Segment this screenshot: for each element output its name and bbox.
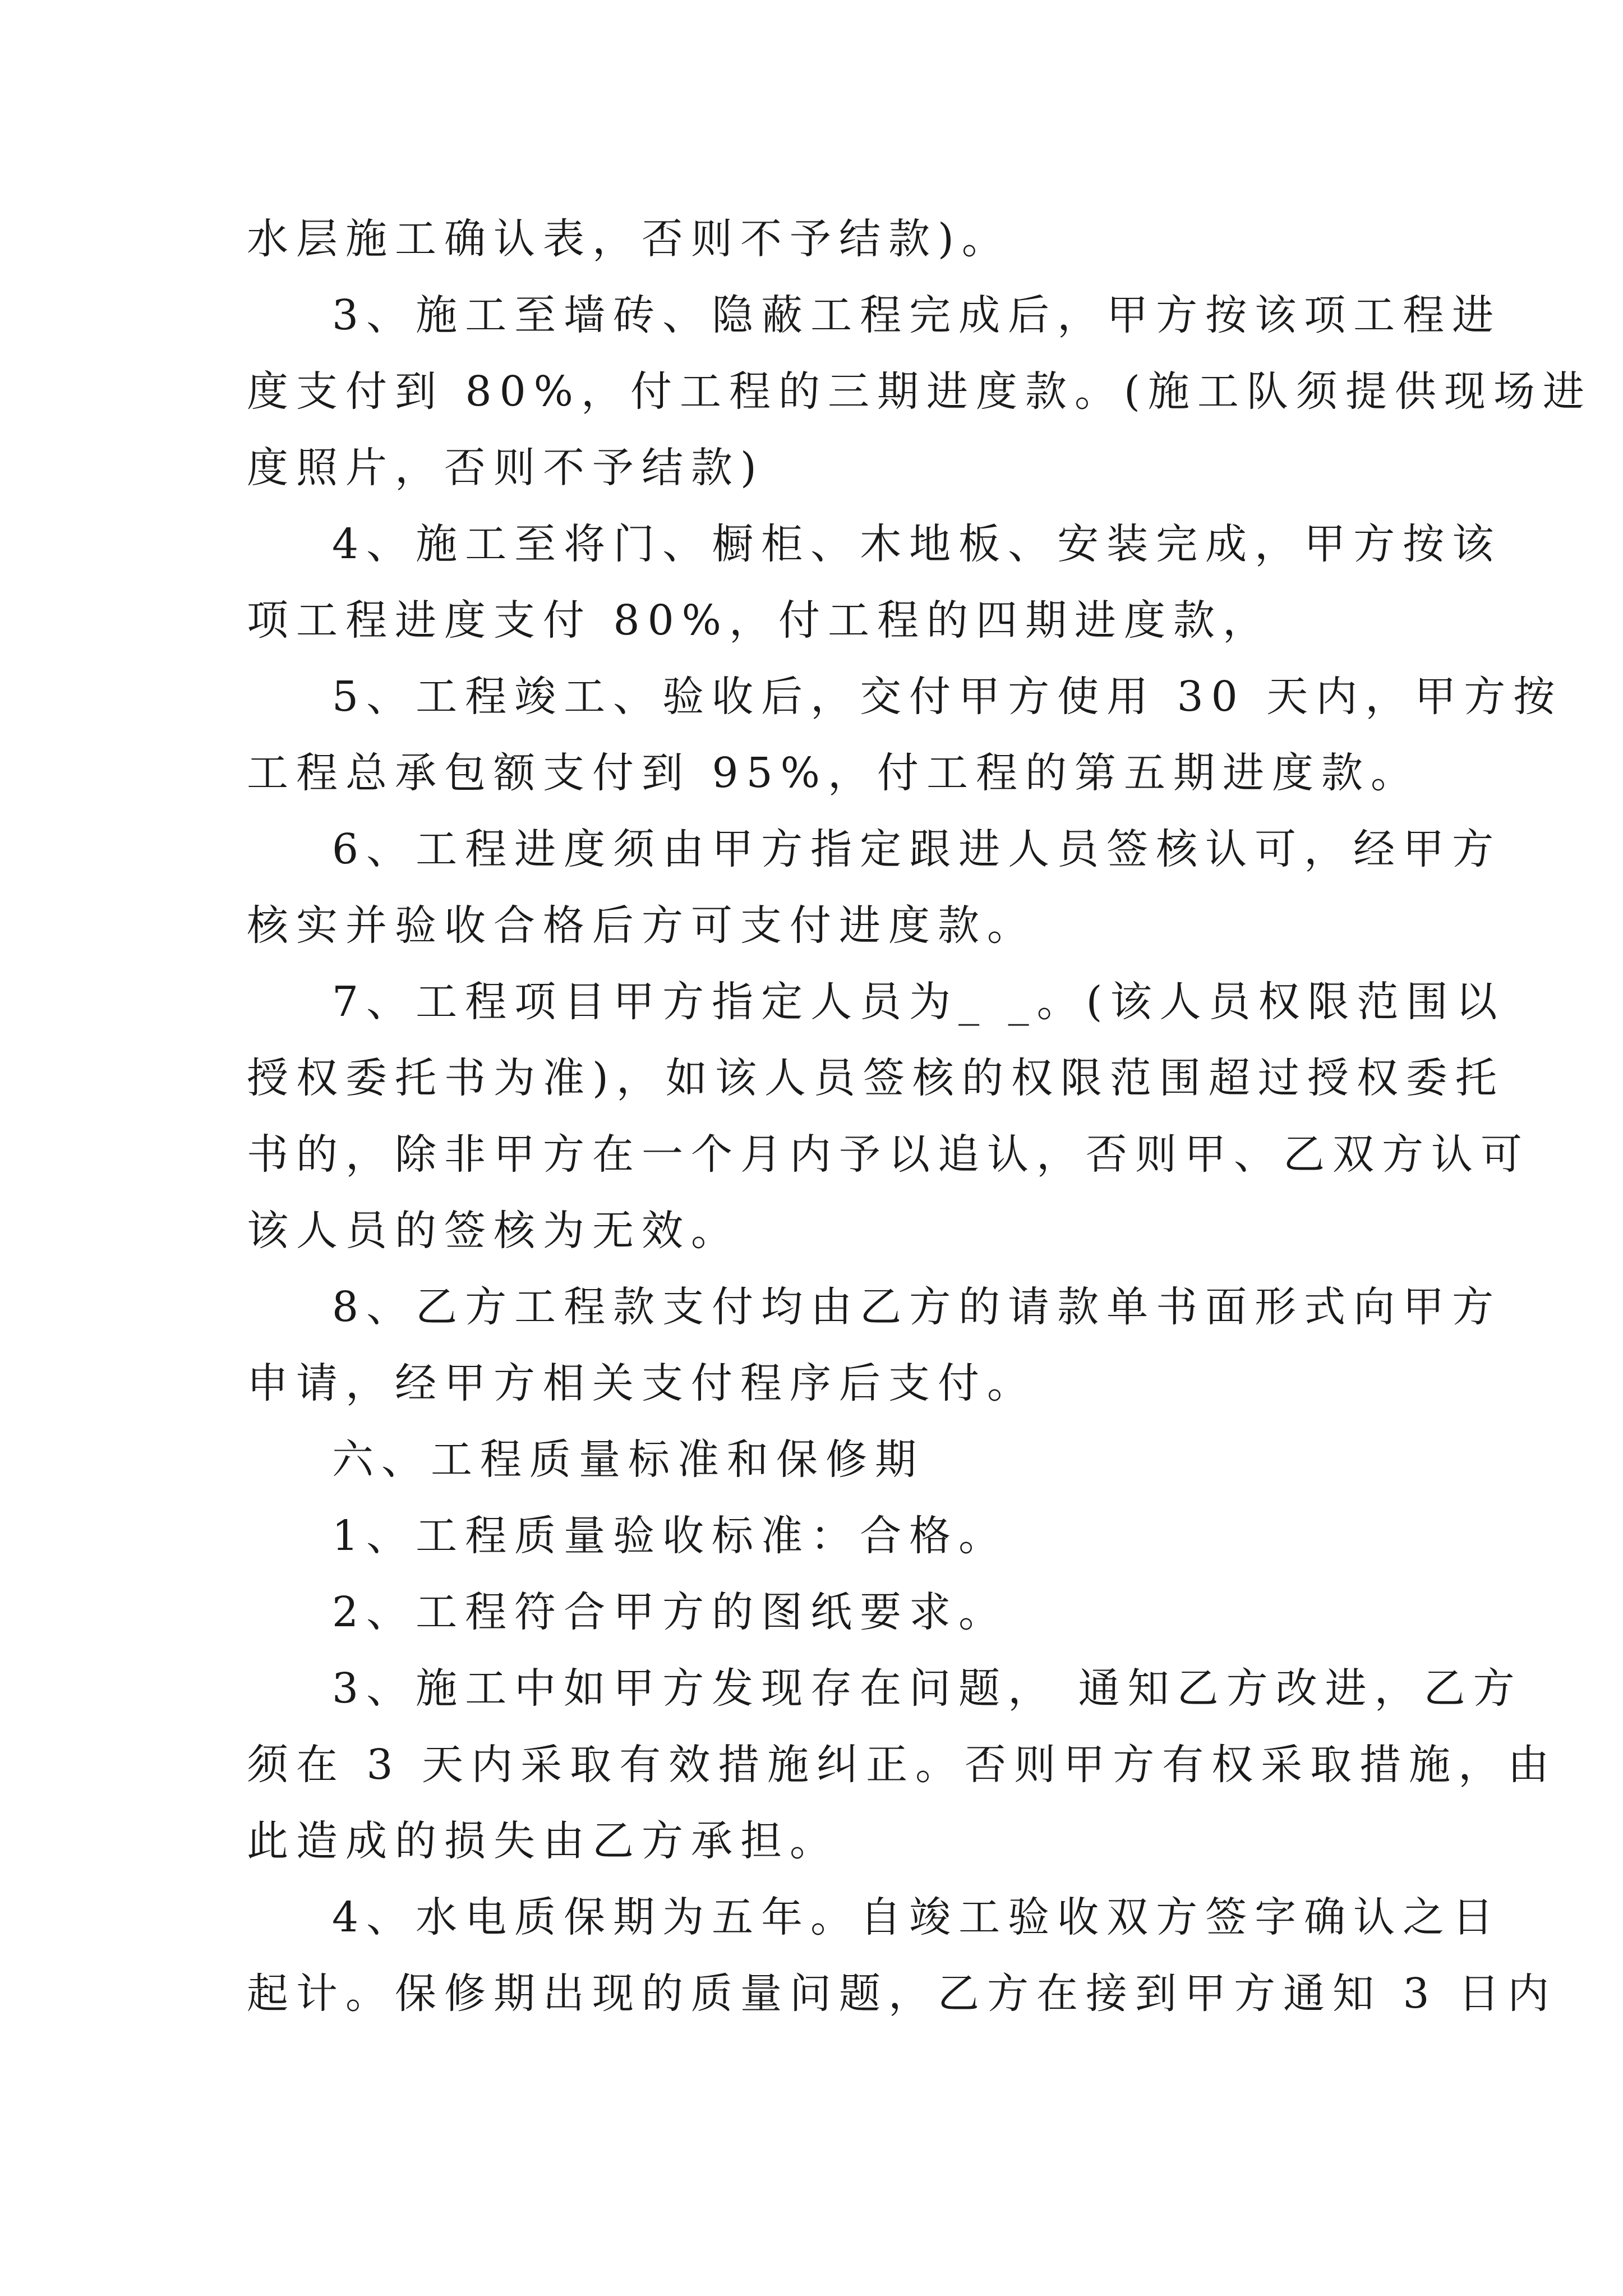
text-line: 6、工程进度须由甲方指定跟进人员签核认可，经甲方 bbox=[332, 825, 1502, 873]
text-line: 8、乙方工程款支付均由乙方的请款单书面形式向甲方 bbox=[332, 1283, 1502, 1331]
text-line: 3、施工中如甲方发现存在问题， 通知乙方改进，乙方 bbox=[332, 1664, 1523, 1713]
text-line: 度照片，否则不予结款) bbox=[247, 444, 764, 492]
text-line: 工程总承包额支付到 95%，付工程的第五期进度款。 bbox=[247, 749, 1420, 797]
text-line: 1、工程质量验收标准：合格。 bbox=[332, 1512, 1008, 1560]
text-line: 4、施工至将门、橱柜、木地板、安装完成，甲方按该 bbox=[332, 520, 1502, 568]
text-line: 项工程进度支付 80%，付工程的四期进度款， bbox=[247, 596, 1272, 645]
text-line: 5、工程竣工、验收后，交付甲方使用 30 天内，甲方按 bbox=[332, 673, 1563, 721]
text-line: 3、施工至墙砖、隐蔽工程完成后，甲方按该项工程进 bbox=[332, 291, 1502, 339]
text-line: 水层施工确认表，否则不予结款)。 bbox=[247, 215, 1011, 263]
text-line: 7、工程项目甲方指定人员为_ _。(该人员权限范围以 bbox=[332, 978, 1505, 1026]
text-line: 该人员的签核为无效。 bbox=[247, 1207, 740, 1255]
text-line: 书的，除非甲方在一个月内予以追认，否则甲、乙双方认可 bbox=[247, 1130, 1530, 1179]
text-line: 授权委托书为准)，如该人员签核的权限范围超过授权委托 bbox=[247, 1054, 1505, 1102]
text-line: 须在 3 天内采取有效措施纠正。否则甲方有权采取措施，由 bbox=[247, 1741, 1557, 1789]
section-heading: 六、工程质量标准和保修期 bbox=[332, 1435, 924, 1484]
text-line: 此造成的损失由乙方承担。 bbox=[247, 1817, 839, 1865]
text-line: 度支付到 80%，付工程的三期进度款。(施工队须提供现场进 bbox=[247, 367, 1592, 416]
text-line: 起计。保修期出现的质量问题，乙方在接到甲方通知 3 日内 bbox=[247, 1970, 1557, 2018]
text-line: 申请，经甲方相关支付程序后支付。 bbox=[247, 1359, 1036, 1407]
text-line: 4、水电质保期为五年。自竣工验收双方签字确认之日 bbox=[332, 1893, 1502, 1941]
text-line: 核实并验收合格后方可支付进度款。 bbox=[247, 901, 1036, 950]
text-line: 2、工程符合甲方的图纸要求。 bbox=[332, 1588, 1008, 1636]
